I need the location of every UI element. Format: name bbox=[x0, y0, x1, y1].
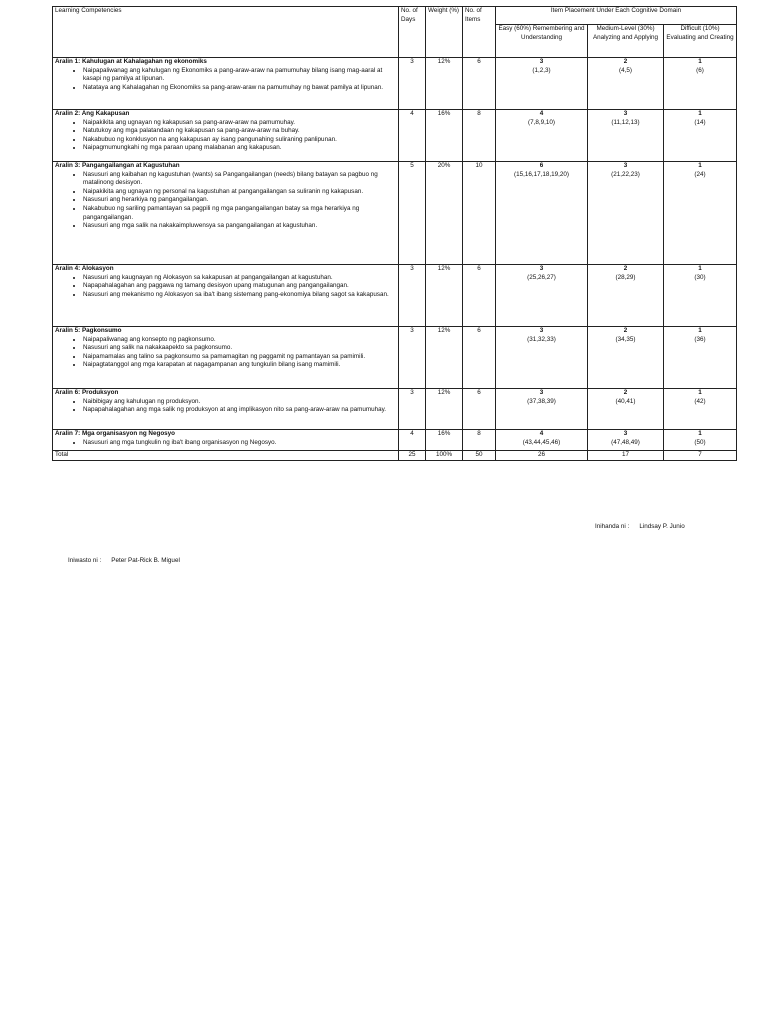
difficult-placement bbox=[664, 110, 737, 162]
difficult-placement-count: 1 bbox=[698, 430, 702, 437]
lesson-title: Aralin 6: Produksyon bbox=[55, 389, 119, 396]
medium-placement-items: (34,35) bbox=[615, 335, 636, 343]
easy-placement bbox=[496, 389, 588, 430]
competency-item: • Naipakikita ang ugnayan ng personal na kagustuhan at pangangailangan sa suliranin ng kakapusan. bbox=[83, 188, 396, 197]
competency-item: • Natutukoy ang mga palatandaan ng kakapusan sa pang-araw-araw na buhay. bbox=[83, 127, 396, 136]
lesson-competencies-cell bbox=[53, 265, 399, 327]
easy-placement-items: (25,26,27) bbox=[527, 273, 556, 281]
easy-placement-items: (1,2,3) bbox=[532, 66, 551, 74]
medium-placement-count: 3 bbox=[623, 162, 628, 169]
medium-placement bbox=[588, 110, 664, 162]
checked-by bbox=[68, 556, 180, 565]
difficult-placement-items: (42) bbox=[694, 397, 706, 405]
lesson-weight: 12% bbox=[426, 58, 463, 110]
lesson-row bbox=[53, 265, 737, 327]
easy-placement-count: 3 bbox=[539, 58, 544, 65]
difficult-placement bbox=[664, 265, 737, 327]
medium-placement-count: 2 bbox=[623, 58, 628, 65]
header-weight: Weight (%) bbox=[426, 7, 463, 58]
difficult-placement-items: (36) bbox=[694, 335, 706, 343]
difficult-placement bbox=[664, 327, 737, 389]
difficult-placement-count: 1 bbox=[698, 110, 702, 117]
lesson-weight: 20% bbox=[426, 162, 463, 265]
medium-placement-count: 3 bbox=[623, 110, 628, 117]
difficult-placement bbox=[664, 58, 737, 110]
medium-placement-items: (4,5) bbox=[619, 66, 632, 74]
total-easy: 26 bbox=[496, 451, 588, 461]
lesson-weight: 16% bbox=[426, 110, 463, 162]
lesson-weight: 12% bbox=[426, 265, 463, 327]
easy-placement bbox=[496, 58, 588, 110]
competency-item: • Naipagmumungkahi ng mga paraan upang malabanan ang kakapusan. bbox=[83, 144, 396, 153]
lesson-items: 10 bbox=[463, 162, 496, 265]
total-items: 50 bbox=[463, 451, 496, 461]
competency-item: • Nasusuri ang mga tungkulin ng iba't ibang organisasyon ng Negosyo. bbox=[83, 439, 396, 448]
difficult-placement-count: 1 bbox=[698, 162, 702, 169]
easy-placement-count: 4 bbox=[539, 430, 544, 437]
header-items: No. of Items bbox=[463, 7, 496, 58]
header-easy: Easy (60%) Remembering and Understanding bbox=[496, 25, 588, 58]
medium-placement-items: (21,22,23) bbox=[611, 170, 640, 178]
medium-placement bbox=[588, 327, 664, 389]
easy-placement-items: (15,16,17,18,19,20) bbox=[514, 170, 569, 178]
table-header bbox=[53, 7, 737, 58]
easy-placement bbox=[496, 430, 588, 451]
lesson-title: Aralin 5: Pagkonsumo bbox=[55, 327, 122, 334]
competency-item: • Nakabubuo ng sariling pamantayan sa pagpili ng mga pangangailangan batay sa mga herarkiya ng pangangailangan. bbox=[83, 205, 396, 222]
lesson-competencies-cell bbox=[53, 389, 399, 430]
competency-item: • Nakabubuo ng konklusyon na ang kakapusan ay isang pangunahing suliraning panlipunan. bbox=[83, 136, 396, 145]
lesson-days: 3 bbox=[399, 58, 426, 110]
header-medium: Medium-Level (30%) Analyzing and Applying bbox=[588, 25, 664, 58]
difficult-placement-count: 1 bbox=[698, 327, 702, 334]
lesson-row bbox=[53, 430, 737, 451]
competency-item: • Nasusuri ang herarkiya ng pangangailangan. bbox=[83, 196, 396, 205]
competency-list bbox=[55, 274, 396, 300]
medium-placement bbox=[588, 58, 664, 110]
lesson-weight: 12% bbox=[426, 389, 463, 430]
medium-placement-count: 2 bbox=[623, 389, 628, 396]
lesson-items: 6 bbox=[463, 265, 496, 327]
specification-table bbox=[52, 6, 737, 461]
difficult-placement bbox=[664, 389, 737, 430]
lesson-row bbox=[53, 162, 737, 265]
lesson-weight: 16% bbox=[426, 430, 463, 451]
competency-item: • Nasusuri ang mga salik na nakakaimpluwensya sa pangangailangan at kagustuhan. bbox=[83, 222, 396, 231]
lesson-competencies-cell bbox=[53, 58, 399, 110]
competency-list bbox=[55, 439, 396, 448]
medium-placement-items: (40,41) bbox=[615, 397, 636, 405]
header-days: No. of Days bbox=[399, 7, 426, 58]
difficult-placement-items: (24) bbox=[694, 170, 706, 178]
competency-list bbox=[55, 336, 396, 370]
total-days: 25 bbox=[399, 451, 426, 461]
competency-item: • Napapahalagahan ang paggawa ng tamang desisyon upang matugunan ang pangangailangan. bbox=[83, 282, 396, 291]
easy-placement bbox=[496, 162, 588, 265]
total-medium: 17 bbox=[588, 451, 664, 461]
medium-placement-count: 2 bbox=[623, 265, 628, 272]
difficult-placement-items: (6) bbox=[696, 66, 704, 74]
lesson-items: 8 bbox=[463, 110, 496, 162]
lesson-row bbox=[53, 58, 737, 110]
lesson-days: 3 bbox=[399, 327, 426, 389]
total-difficult: 7 bbox=[664, 451, 737, 461]
competency-item: • Naipagtatanggol ang mga karapatan at nagagampanan ang tungkulin bilang isang mamimili. bbox=[83, 361, 396, 370]
lesson-competencies-cell bbox=[53, 162, 399, 265]
competency-item: • Naipapaliwanag ang kahulugan ng Ekonomiks a pang-araw-araw na pamumuhay bilang isang mag-aaral at kasapi ng pamilya at lipunan. bbox=[83, 67, 396, 84]
competency-item: • Nasusuri ang mekanismo ng Alokasyon sa iba't ibang sistemang pang-ekonomiya bilang sagot sa kakapusan. bbox=[83, 291, 396, 300]
medium-placement bbox=[588, 162, 664, 265]
medium-placement-count: 3 bbox=[623, 430, 628, 437]
competency-list bbox=[55, 67, 396, 93]
total-weight: 100% bbox=[426, 451, 463, 461]
competency-list bbox=[55, 398, 396, 415]
easy-placement bbox=[496, 327, 588, 389]
competency-item: • Nasusuri ang kaibahan ng kagustuhan (wants) sa Pangangailangan (needs) bilang batayan sa pagbuo ng matalinong desisyon. bbox=[83, 171, 396, 188]
competency-list bbox=[55, 119, 396, 153]
lesson-days: 4 bbox=[399, 110, 426, 162]
difficult-placement-count: 1 bbox=[698, 58, 702, 65]
lesson-items: 6 bbox=[463, 389, 496, 430]
medium-placement bbox=[588, 430, 664, 451]
lesson-competencies-cell bbox=[53, 430, 399, 451]
lesson-row bbox=[53, 389, 737, 430]
difficult-placement-items: (30) bbox=[694, 273, 706, 281]
header-difficult: Difficult (10%) Evaluating and Creating bbox=[664, 25, 737, 58]
medium-placement-items: (47,48,49) bbox=[611, 438, 640, 446]
difficult-placement-count: 1 bbox=[698, 389, 702, 396]
total-label: Total bbox=[53, 451, 399, 461]
competency-item: • Nasusuri ang kaugnayan ng Alokasyon sa kakapusan at pangangailangan at kagustuhan. bbox=[83, 274, 396, 283]
lesson-days: 3 bbox=[399, 265, 426, 327]
prepared-by bbox=[595, 522, 685, 531]
competency-item: • Naibibigay ang kahulugan ng produksyon. bbox=[83, 398, 396, 407]
lesson-days: 4 bbox=[399, 430, 426, 451]
difficult-placement-count: 1 bbox=[698, 265, 702, 272]
lesson-competencies-cell bbox=[53, 110, 399, 162]
prepared-by-name: Lindsay P. Junio bbox=[639, 523, 685, 530]
prepared-by-label: Inihanda ni : bbox=[595, 523, 630, 530]
lesson-items: 8 bbox=[463, 430, 496, 451]
easy-placement bbox=[496, 110, 588, 162]
competency-item: • Naipamamalas ang talino sa pagkonsumo sa pamamagitan ng paggamit ng pamantayan sa pamimili. bbox=[83, 353, 396, 362]
easy-placement-items: (31,32,33) bbox=[527, 335, 556, 343]
medium-placement bbox=[588, 389, 664, 430]
easy-placement-count: 6 bbox=[539, 162, 544, 169]
lesson-items: 6 bbox=[463, 327, 496, 389]
medium-placement bbox=[588, 265, 664, 327]
lesson-items: 6 bbox=[463, 58, 496, 110]
header-cognitive-domain: Item Placement Under Each Cognitive Domain bbox=[496, 7, 737, 25]
competency-item: • Naipakikita ang ugnayan ng kakapusan sa pang-araw-araw na pamumuhay. bbox=[83, 119, 396, 128]
difficult-placement-items: (14) bbox=[694, 118, 706, 126]
table-body bbox=[53, 58, 737, 451]
lesson-days: 5 bbox=[399, 162, 426, 265]
easy-placement bbox=[496, 265, 588, 327]
table-of-specification bbox=[52, 6, 736, 461]
difficult-placement bbox=[664, 162, 737, 265]
easy-placement-count: 4 bbox=[539, 110, 544, 117]
lesson-title: Aralin 3: Pangangailangan at Kagustuhan bbox=[55, 162, 180, 169]
easy-placement-items: (43,44,45,46) bbox=[522, 438, 561, 446]
competency-item: • Naipapaliwanag ang konsepto ng pagkonsumo. bbox=[83, 336, 396, 345]
checked-by-name: Peter Pat-Rick B. Miguel bbox=[111, 557, 180, 564]
easy-placement-count: 3 bbox=[539, 327, 544, 334]
lesson-title: Aralin 7: Mga organisasyon ng Negosyo bbox=[55, 430, 176, 437]
lesson-competencies-cell bbox=[53, 327, 399, 389]
competency-item: • Natataya ang Kahalagahan ng Ekonomiks sa pang-araw-araw na pamumuhay ng bawat pamilya at lipunan. bbox=[83, 84, 396, 93]
lesson-row bbox=[53, 327, 737, 389]
lesson-days: 3 bbox=[399, 389, 426, 430]
difficult-placement-items: (50) bbox=[694, 438, 706, 446]
easy-placement-items: (7,8,9,10) bbox=[528, 118, 555, 126]
lesson-title: Aralin 4: Alokasyon bbox=[55, 265, 114, 272]
easy-placement-items: (37,38,39) bbox=[527, 397, 556, 405]
medium-placement-count: 2 bbox=[623, 327, 628, 334]
competency-item: • Nasusuri ang salik na nakakaapekto sa pagkonsumo. bbox=[83, 344, 396, 353]
lesson-weight: 12% bbox=[426, 327, 463, 389]
competency-list bbox=[55, 171, 396, 231]
easy-placement-count: 3 bbox=[539, 265, 544, 272]
checked-by-label: Iniwasto ni : bbox=[68, 557, 102, 564]
easy-placement-count: 3 bbox=[539, 389, 544, 396]
total-row bbox=[53, 451, 737, 461]
difficult-placement bbox=[664, 430, 737, 451]
medium-placement-items: (28,29) bbox=[615, 273, 636, 281]
competency-item: • Napapahalagahan ang mga salik ng produksyon at ang implikasyon nito sa pang-araw-araw na pamumuhay. bbox=[83, 406, 396, 415]
medium-placement-items: (11,12,13) bbox=[611, 118, 640, 126]
header-competencies: Learning Competencies bbox=[53, 7, 399, 58]
lesson-title: Aralin 2: Ang Kakapusan bbox=[55, 110, 130, 117]
lesson-title: Aralin 1: Kahulugan at Kahalagahan ng ekonomiks bbox=[55, 58, 207, 65]
lesson-row bbox=[53, 110, 737, 162]
